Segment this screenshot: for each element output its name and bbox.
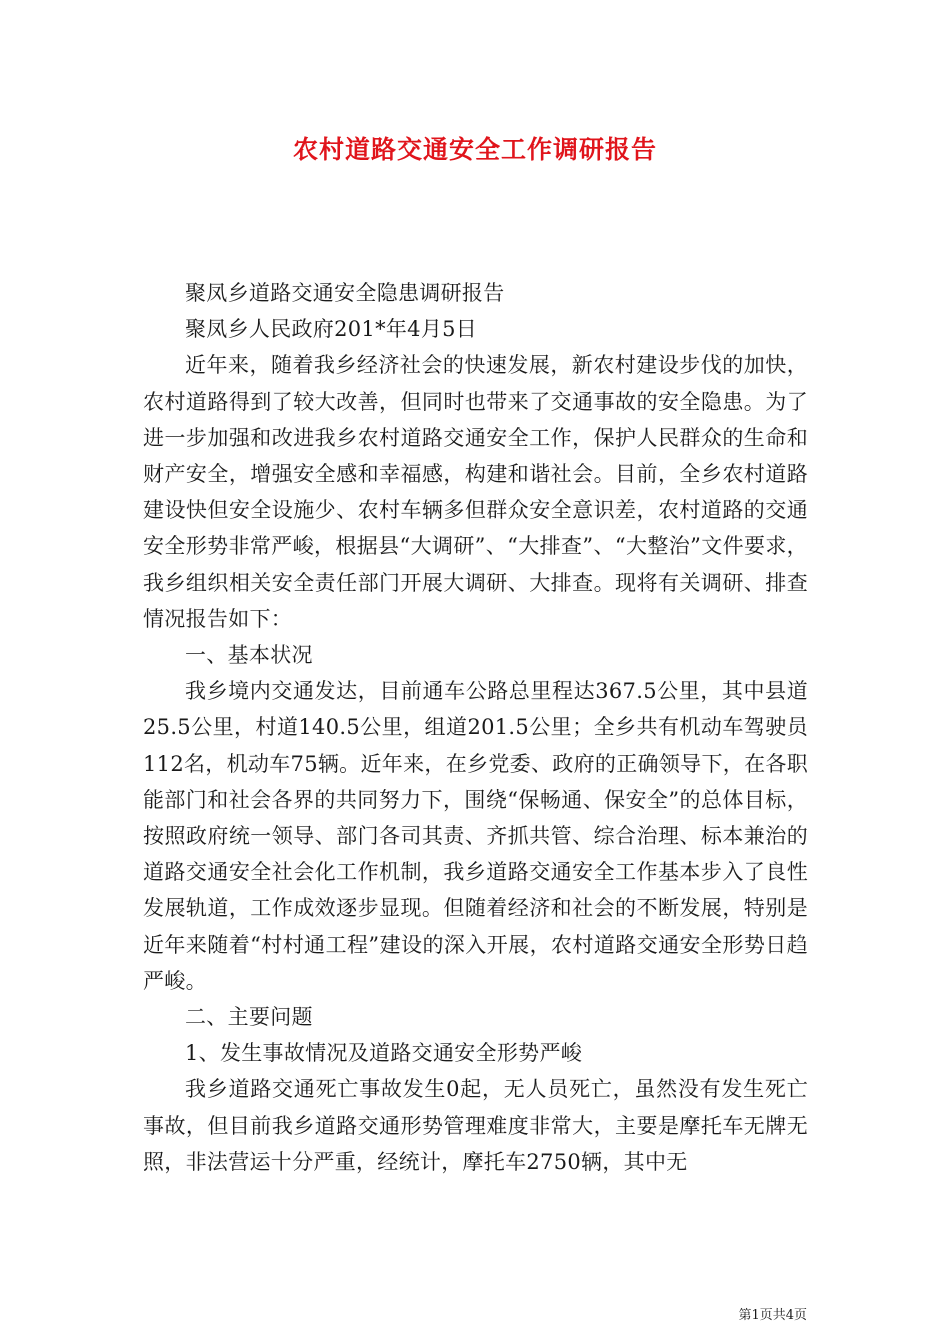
document-body [143,275,808,1180]
page-number: 第1页共4页 [738,1308,807,1323]
intro-paragraph: 近年来，随着我乡经济社会的快速发展，新农村建设步伐的加快，农村道路得到了较大改善，但同时也带来了交通事故的安全隐患。为了进一步加强和改进我乡农村道路交通安全工作，保护人民群众的生命和财产安全，增强安全感和幸福感，构建和谐社会。目前，全乡农村道路建设快但安全设施少、农村车辆多但群众安全意识差，农村道路的交通安全形势非常严峻，根据县“大调研”、“大排查”、“大整治”文件要求，我乡组织相关安全责任部门开展大调研、大排查。现将有关调研、排查情况报告如下： [143,353,808,631]
report-issuer-date: 聚凤乡人民政府201*年4月5日 [185,317,478,342]
section-heading-main-problems: 二、主要问题 [185,1005,313,1030]
subsection-heading-accidents: 1、发生事故情况及道路交通安全形势严峻 [185,1041,583,1066]
section-heading-basic-status: 一、基本状况 [185,643,313,668]
report-subtitle: 聚凤乡道路交通安全隐患调研报告 [185,281,505,305]
accidents-paragraph: 我乡道路交通死亡事故发生0起，无人员死亡，虽然没有发生死亡事故，但目前我乡道路交通形势管理难度非常大，主要是摩托车无牌无照，非法营运十分严重，经统计，摩托车2750辆，其中无 [143,1077,808,1174]
document-title: 农村道路交通安全工作调研报告 [292,135,657,164]
basic-status-paragraph: 我乡境内交通发达，目前通车公路总里程达367.5公里，其中县道25.5公里，村道140.5公里，组道201.5公里；全乡共有机动车驾驶员112名，机动车75辆。近年来，在乡党委、政府的正确领导下，在各职能部门和社会各界的共同努力下，围绕“保畅通、保安全”的总体目标，按照政府统一领导、部门各司其责、齐抓共管、综合治理、标本兼治的道路交通安全社会化工作机制，我乡道路交通安全工作基本步入了良性发展轨道，工作成效逐步显现。但随着经济和社会的不断发展，特别是近年来随着“村村通工程”建设的深入开展，农村道路交通安全形势日趋严峻。 [143,679,808,993]
